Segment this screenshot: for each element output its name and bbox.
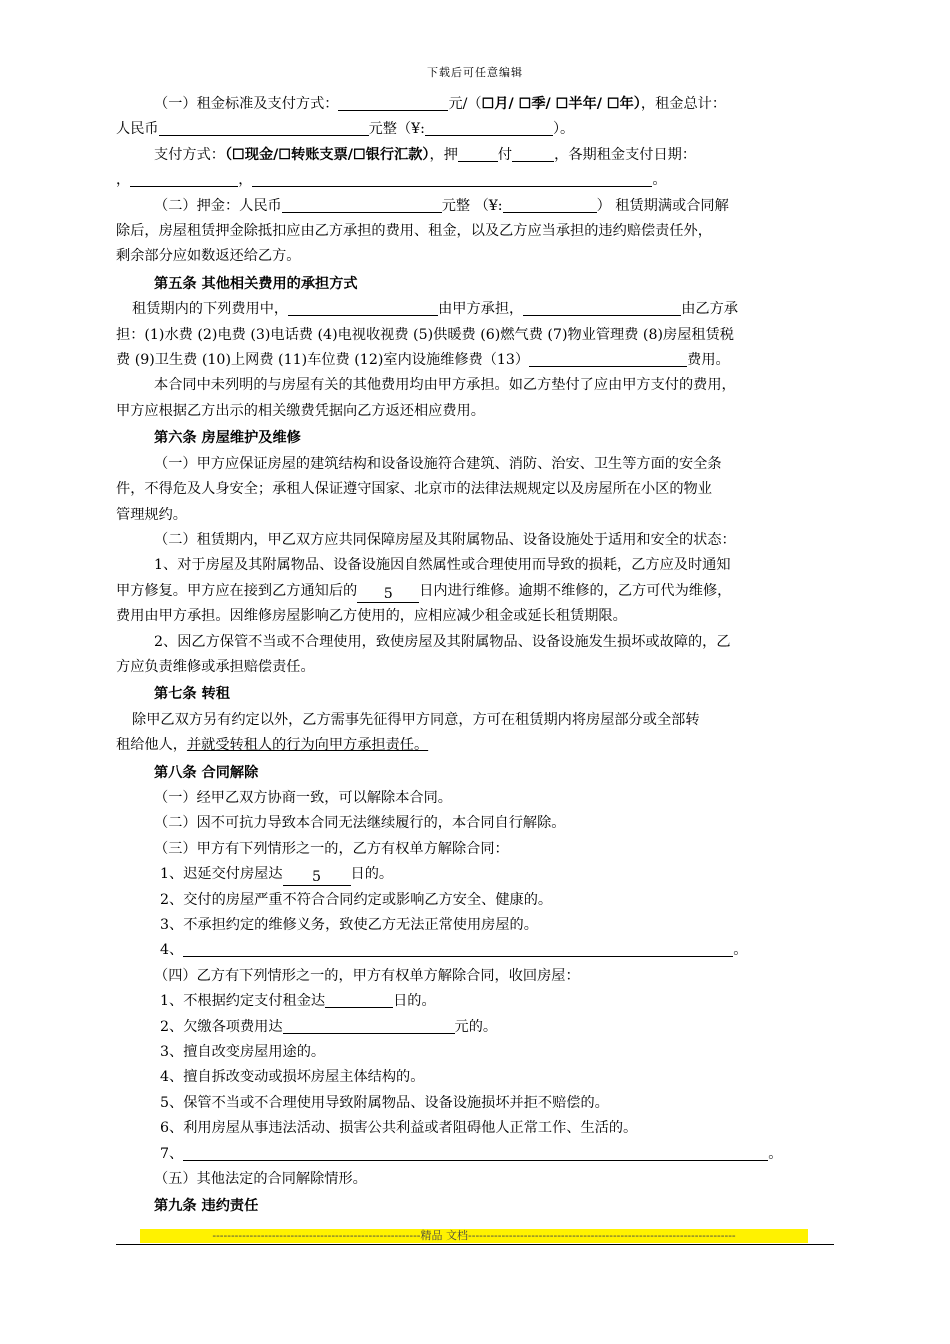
item-4-line bbox=[116, 938, 836, 963]
landlord-fees-blank[interactable] bbox=[288, 299, 438, 316]
paragraph: 件，不得危及人身安全；承租人保证遵守国家、北京市的法律法规规定以及房屋所在小区的物业 bbox=[116, 481, 712, 498]
text: 元整（¥: bbox=[368, 121, 425, 138]
text: ，各期租金支付日期： bbox=[554, 146, 697, 163]
deposit-months-blank[interactable] bbox=[458, 145, 498, 162]
text: 。 bbox=[733, 942, 748, 959]
text: （一）租金标准及支付方式： bbox=[154, 96, 339, 112]
text: 付 bbox=[497, 146, 513, 163]
paragraph: 剩余部分应如数返还给乙方。 bbox=[116, 248, 301, 265]
text: 日内进行维修。逾期不维修的，乙方可代为维修， bbox=[419, 582, 732, 599]
text: ）。 bbox=[552, 121, 575, 138]
fees-line bbox=[116, 297, 836, 322]
period-options: ☐月/ ☐季/ ☐半年/ ☐年） bbox=[481, 96, 641, 112]
text: 甲方修复。甲方应在接到乙方通知后的 bbox=[116, 582, 358, 599]
paragraph: 费用由甲方承担。因维修房屋影响乙方使用的，应相应减少租金或延长租赁期限。 bbox=[116, 608, 627, 625]
text: 元/（ bbox=[448, 96, 482, 112]
text: 租赁期内的下列费用中， bbox=[132, 301, 289, 318]
text: 人民币 bbox=[116, 121, 159, 138]
unpaid-amount-blank[interactable] bbox=[283, 1017, 455, 1034]
text: 。 bbox=[768, 1145, 783, 1162]
paragraph: 本合同中未列明的与房屋有关的其他费用均由甲方承担。如乙方垫付了应由甲方支付的费用， bbox=[154, 377, 736, 394]
rent-total-line bbox=[116, 117, 836, 142]
tenant-fees-blank[interactable] bbox=[523, 299, 681, 316]
paragraph: （二）租赁期内，甲乙双方应共同保障房屋及其附属物品、设备设施处于适用和安全的状态： bbox=[154, 531, 736, 548]
paragraph: 5、保管不当或不合理使用导致附属物品、设备设施损坏并拒不赔偿的。 bbox=[160, 1094, 609, 1111]
deposit-line bbox=[116, 194, 836, 219]
payment-date-blank-1[interactable] bbox=[130, 170, 238, 187]
text: 元整 （¥: bbox=[441, 197, 503, 214]
rent-total-yen-blank[interactable] bbox=[425, 119, 553, 136]
underlined-text: 并就受转租人的行为向甲方承担责任。 bbox=[186, 737, 429, 754]
text: ） 租赁期满或合同解 bbox=[596, 197, 729, 214]
payment-date-blank-2[interactable] bbox=[252, 170, 652, 187]
paragraph: 甲方应根据乙方出示的相关缴费凭据向乙方返还相应费用。 bbox=[116, 402, 485, 419]
article-7-title: 第七条 转租 bbox=[154, 686, 230, 703]
text: 日的。 bbox=[393, 993, 436, 1010]
text: ， bbox=[238, 172, 253, 189]
paragraph: 3、擅自改变房屋用途的。 bbox=[160, 1044, 326, 1061]
article-9-title: 第九条 违约责任 bbox=[154, 1198, 259, 1215]
paragraph: 2、交付的房屋严重不符合合同约定或影响乙方安全、健康的。 bbox=[160, 891, 553, 908]
item-7-line bbox=[116, 1142, 836, 1167]
article-8-title: 第八条 合同解除 bbox=[154, 764, 259, 781]
paragraph: 担：(1)水费 (2)电费 (3)电话费 (4)电视收视费 (5)供暖费 (6)燃气费 (7)物业管理费 (8)房屋租赁税 bbox=[116, 326, 734, 343]
repair-days-line bbox=[116, 579, 836, 604]
paragraph: （五）其他法定的合同解除情形。 bbox=[154, 1171, 367, 1188]
fees-list-line bbox=[116, 348, 836, 373]
text: 7、 bbox=[160, 1145, 184, 1162]
paragraph: 管理规约。 bbox=[116, 506, 187, 523]
overdue-rent-line bbox=[116, 989, 836, 1014]
item-4-blank[interactable] bbox=[183, 940, 733, 957]
paragraph: 2、因乙方保管不当或不合理使用，致使房屋及其附属物品、设备设施发生损坏或故障的，乙 bbox=[154, 633, 731, 650]
footer-rule bbox=[116, 1244, 834, 1245]
paragraph: 除后，房屋租赁押金除抵扣应由乙方承担的费用、租金，以及乙方应当承担的违约赔偿责任外， bbox=[116, 223, 712, 240]
deposit-amount-blank[interactable] bbox=[282, 196, 442, 213]
paragraph: 4、擅自拆改变动或损坏房屋主体结构的。 bbox=[160, 1069, 425, 1086]
text: 支付方式： bbox=[154, 146, 225, 163]
paragraph: （四）乙方有下列情形之一的，甲方有权单方解除合同，收回房屋： bbox=[154, 967, 580, 984]
text: ， bbox=[116, 172, 131, 189]
text: ，押 bbox=[429, 146, 458, 163]
payment-method-line bbox=[116, 143, 836, 168]
item-7-blank[interactable] bbox=[183, 1144, 768, 1161]
text: 费用。 bbox=[687, 352, 730, 369]
rent-amount-blank[interactable] bbox=[338, 94, 448, 111]
text: 4、 bbox=[160, 942, 184, 959]
deposit-yen-blank[interactable] bbox=[503, 196, 597, 213]
document-body bbox=[116, 92, 836, 1220]
text: 元的。 bbox=[454, 1018, 498, 1035]
delay-days-value[interactable]: 5 bbox=[283, 869, 351, 886]
unpaid-fees-line bbox=[116, 1015, 836, 1040]
rent-standard-line bbox=[116, 92, 836, 117]
text: （二）押金：人民币 bbox=[154, 197, 282, 214]
text: 费 (9)卫生费 (10)上网费 (11)车位费 (12)室内设施维修费（13） bbox=[116, 352, 530, 369]
paragraph: 除甲乙双方另有约定以外，乙方需事先征得甲方同意，方可在租赁期内将房屋部分或全部转 bbox=[132, 711, 700, 728]
paragraph: （三）甲方有下列情形之一的，乙方有权单方解除合同： bbox=[154, 840, 509, 857]
repair-days-value[interactable]: 5 bbox=[357, 586, 419, 603]
paragraph: 方应负责维修或承担赔偿责任。 bbox=[116, 658, 315, 675]
payment-dates-line bbox=[116, 168, 836, 193]
text: 1、迟延交付房屋达 bbox=[160, 866, 283, 883]
payment-options: （☐现金/☐转账支票/☐银行汇款） bbox=[224, 146, 430, 163]
paragraph: （一）甲方应保证房屋的建筑结构和设备设施符合建筑、消防、治安、卫生等方面的安全条 bbox=[154, 455, 722, 472]
paragraph: （二）因不可抗力导致本合同无法继续履行的，本合同自行解除。 bbox=[154, 815, 566, 832]
text: 租给他人， bbox=[116, 737, 187, 754]
text: 由乙方承 bbox=[681, 301, 738, 318]
paragraph: 3、不承担约定的维修义务，致使乙方无法正常使用房屋的。 bbox=[160, 917, 538, 933]
overdue-days-blank[interactable] bbox=[325, 991, 393, 1008]
text: 由甲方承担， bbox=[438, 301, 524, 318]
text: 日的。 bbox=[350, 866, 394, 883]
text: 1、不根据约定支付租金达 bbox=[160, 993, 326, 1010]
rent-total-blank[interactable] bbox=[159, 119, 369, 136]
text: 。 bbox=[652, 172, 667, 189]
pay-months-blank[interactable] bbox=[512, 145, 554, 162]
paragraph: 6、利用房屋从事违法活动、损害公共利益或者阻碍他人正常工作、生活的。 bbox=[160, 1120, 638, 1137]
article-6-title: 第六条 房屋维护及维修 bbox=[154, 430, 301, 447]
other-fees-blank[interactable] bbox=[529, 350, 687, 367]
article-5-title: 第五条 其他相关费用的承担方式 bbox=[154, 275, 358, 292]
paragraph: 1、对于房屋及其附属物品、设备设施因自然属性或合理使用而导致的损耗，乙方应及时通知 bbox=[154, 557, 731, 574]
text: 2、欠缴各项费用达 bbox=[160, 1018, 283, 1035]
page-header: 下载后可任意编辑 bbox=[427, 66, 523, 79]
sublet-line bbox=[116, 733, 836, 758]
delay-days-line bbox=[116, 862, 836, 887]
text: ，租金总计： bbox=[640, 96, 727, 112]
paragraph: （一）经甲乙双方协商一致，可以解除本合同。 bbox=[154, 789, 452, 806]
footer-banner: --------------------------------------------------------精品 文档------------------------------------------------------------------------ bbox=[140, 1229, 808, 1243]
